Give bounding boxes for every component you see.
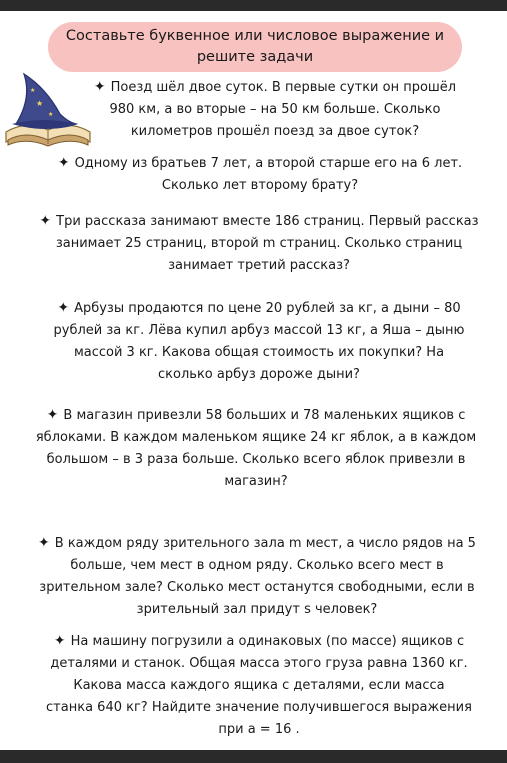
task-1-line-3: километров прошёл поезд за двое суток? (130, 124, 420, 139)
task-text: Три рассказа занимают вместе 186 страниц. Первый рассказ (56, 214, 479, 229)
task-text: Поезд шёл двое суток. В первые сутки он прошёл (110, 80, 457, 95)
task-text: В каждом ряду зрительного зала m мест, а число рядов на 5 (54, 536, 476, 551)
svg-text:★: ★ (36, 99, 44, 108)
svg-text:★: ★ (48, 111, 54, 118)
task-4-line-2: рублей за кг. Лёва купил арбуз массой 13 кг, а Яша – дыню (53, 323, 465, 338)
task-6-line-3: зрительном зале? Сколько мест останутся свободными, если в (39, 580, 475, 595)
task-7 (20, 630, 498, 741)
star-bullet-icon: ✦ (57, 155, 70, 171)
task-4-line-4: сколько арбуз дороже дыни? (158, 367, 360, 382)
task-5-line-1 (8, 404, 504, 427)
task-6-line-1 (10, 532, 504, 555)
title-line-1: Составьте буквенное или числовое выражение и (65, 28, 445, 44)
task-6-line-2: больше, чем мест в одном ряду. Сколько всего мест в (70, 558, 444, 573)
task-6 (10, 532, 504, 621)
task-text: В магазин привезли 58 больших и 78 маленьких ящиков с (63, 408, 466, 423)
task-5-line-2: яблоками. В каждом маленьком ящике 24 кг яблок, а в каждом (35, 430, 477, 445)
task-3-line-3: занимает третий рассказ? (168, 258, 350, 273)
task-6-line-4: зрительный зал придут s человек? (136, 602, 378, 617)
task-2 (20, 152, 500, 197)
task-2-line-1 (20, 152, 500, 175)
task-4-line-3: массой 3 кг. Какова общая стоимость их покупки? На (73, 345, 445, 360)
task-5-line-3: большом – в 3 раза больше. Сколько всего яблок привезли в (46, 452, 466, 467)
task-1-line-1 (60, 76, 490, 99)
star-bullet-icon: ✦ (38, 535, 50, 551)
task-1 (60, 76, 490, 143)
task-7-line-2: деталями и станок. Общая масса этого груза равна 1360 кг. (50, 656, 468, 671)
task-5 (8, 404, 504, 493)
task-text: На машину погрузили a одинаковых (по массе) ящиков с (70, 634, 465, 649)
star-bullet-icon: ✦ (39, 213, 52, 229)
title-banner (48, 22, 462, 72)
task-text: Одному из братьев 7 лет, а второй старше его на 6 лет. (74, 156, 463, 171)
task-3 (14, 210, 504, 277)
task-2-line-2: Сколько лет второму брату? (161, 178, 359, 193)
star-bullet-icon: ✦ (57, 300, 70, 316)
task-7-line-4: станка 640 кг? Найдите значение получившегося выражения (46, 700, 472, 715)
task-text: Арбузы продаются по цене 20 рублей за кг, а дыни – 80 (74, 301, 461, 316)
title-line-2: решите задачи (196, 49, 314, 65)
task-3-line-2: занимает 25 страниц, второй m страниц. Сколько страниц (55, 236, 463, 251)
task-4-line-1 (14, 297, 504, 320)
star-bullet-icon: ✦ (46, 407, 59, 423)
star-bullet-icon: ✦ (93, 79, 106, 95)
task-1-line-2: 980 км, а во вторые – на 50 км больше. Сколько (109, 102, 441, 117)
star-bullet-icon: ✦ (53, 633, 66, 649)
task-4 (14, 297, 504, 386)
svg-text:★: ★ (30, 87, 36, 94)
task-7-line-3: Какова масса каждого ящика с деталями, если масса (73, 678, 445, 693)
task-7-line-5: при a = 16 . (218, 722, 300, 737)
top-border (0, 0, 507, 11)
task-3-line-1 (14, 210, 504, 233)
task-5-line-4: магазин? (224, 474, 288, 489)
bottom-border (0, 750, 507, 763)
task-7-line-1 (20, 630, 498, 653)
